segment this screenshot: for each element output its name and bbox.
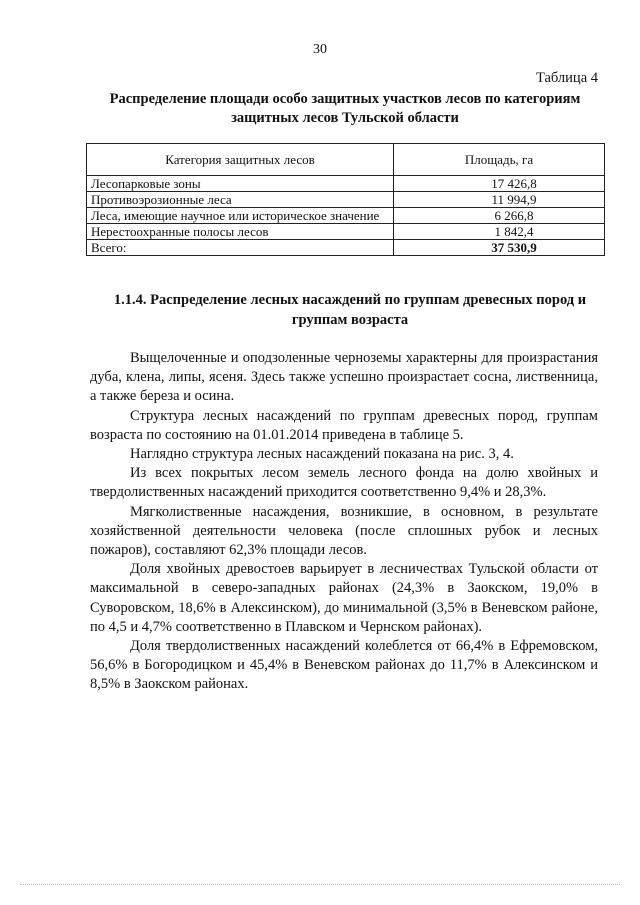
row-category: Леса, имеющие научное или историческое значение bbox=[87, 208, 394, 224]
paragraph: Выщелоченные и оподзоленные черноземы характерны для произрастания дуба, клена, липы, ясеня. Здесь также успешно произрастает сосна, лиственница, а также береза и осина. bbox=[90, 350, 598, 405]
paragraph: Мягколиственные насаждения, возникшие, в основном, в результате хозяйственной деятельности человека (после сплошных рубок и лесных пожаров), составляют 62,3% площади лесов. bbox=[90, 503, 598, 559]
table-row bbox=[87, 192, 605, 208]
paragraph: Доля твердолиственных насаждений колеблется от 66,4% в Ефремовском, 56,6% в Богородицком и 45,4% в Веневском районах до 11,7% в Алексинском и 8,5% в Заокском районах. bbox=[90, 638, 598, 693]
protective-forest-table bbox=[86, 143, 605, 256]
table-row bbox=[87, 176, 605, 192]
table-title: Распределение площади особо защитных участков лесов по категориям защитных лесов Тульской области bbox=[109, 91, 581, 126]
row-category: Нерестоохранные полосы лесов bbox=[87, 224, 394, 240]
table-label: Таблица 4 bbox=[535, 70, 598, 86]
table-row bbox=[87, 224, 605, 240]
row-area: 6 266,8 bbox=[394, 208, 605, 224]
row-category: Лесопарковые зоны bbox=[87, 176, 394, 192]
header-category: Категория защитных лесов bbox=[87, 144, 394, 176]
scan-artifact-line bbox=[20, 884, 620, 887]
page-number: 30 bbox=[313, 42, 327, 57]
header-area: Площадь, га bbox=[394, 144, 605, 176]
row-category: Противоэрозионные леса bbox=[87, 192, 394, 208]
table-total-row bbox=[87, 240, 605, 256]
total-label: Всего: bbox=[87, 240, 394, 256]
body-text bbox=[90, 349, 598, 695]
row-area: 17 426,8 bbox=[394, 176, 605, 192]
row-area: 1 842,4 bbox=[394, 224, 605, 240]
paragraph: Наглядно структура лесных насаждений показана на рис. 3, 4. bbox=[130, 446, 514, 463]
paragraph: Структура лесных насаждений по группам древесных пород, группам возраста по состоянию на 01.01.2014 приведена в таблице 5. bbox=[90, 407, 598, 443]
section-heading: 1.1.4. Распределение лесных насаждений по группам древесных пород и группам возраста bbox=[113, 292, 587, 328]
total-area: 37 530,9 bbox=[394, 240, 605, 256]
paragraph: Из всех покрытых лесом земель лесного фонда на долю хвойных и твердолиственных насаждений приходится соответственно 9,4% и 28,3%. bbox=[90, 465, 598, 501]
table-row bbox=[87, 208, 605, 224]
row-area: 11 994,9 bbox=[394, 192, 605, 208]
paragraph: Доля хвойных древостоев варьирует в лесничествах Тульской области от максимальной в северо-западных районах (24,3% в Заокском, 19,0% в Суворовском, 18,6% в Алексинском), до минимальной (3,5% в Веневском районе, по 4,5 и 4,7% соответственно в Плавском и Чернском районах). bbox=[90, 561, 598, 635]
table-header-row bbox=[87, 144, 605, 176]
